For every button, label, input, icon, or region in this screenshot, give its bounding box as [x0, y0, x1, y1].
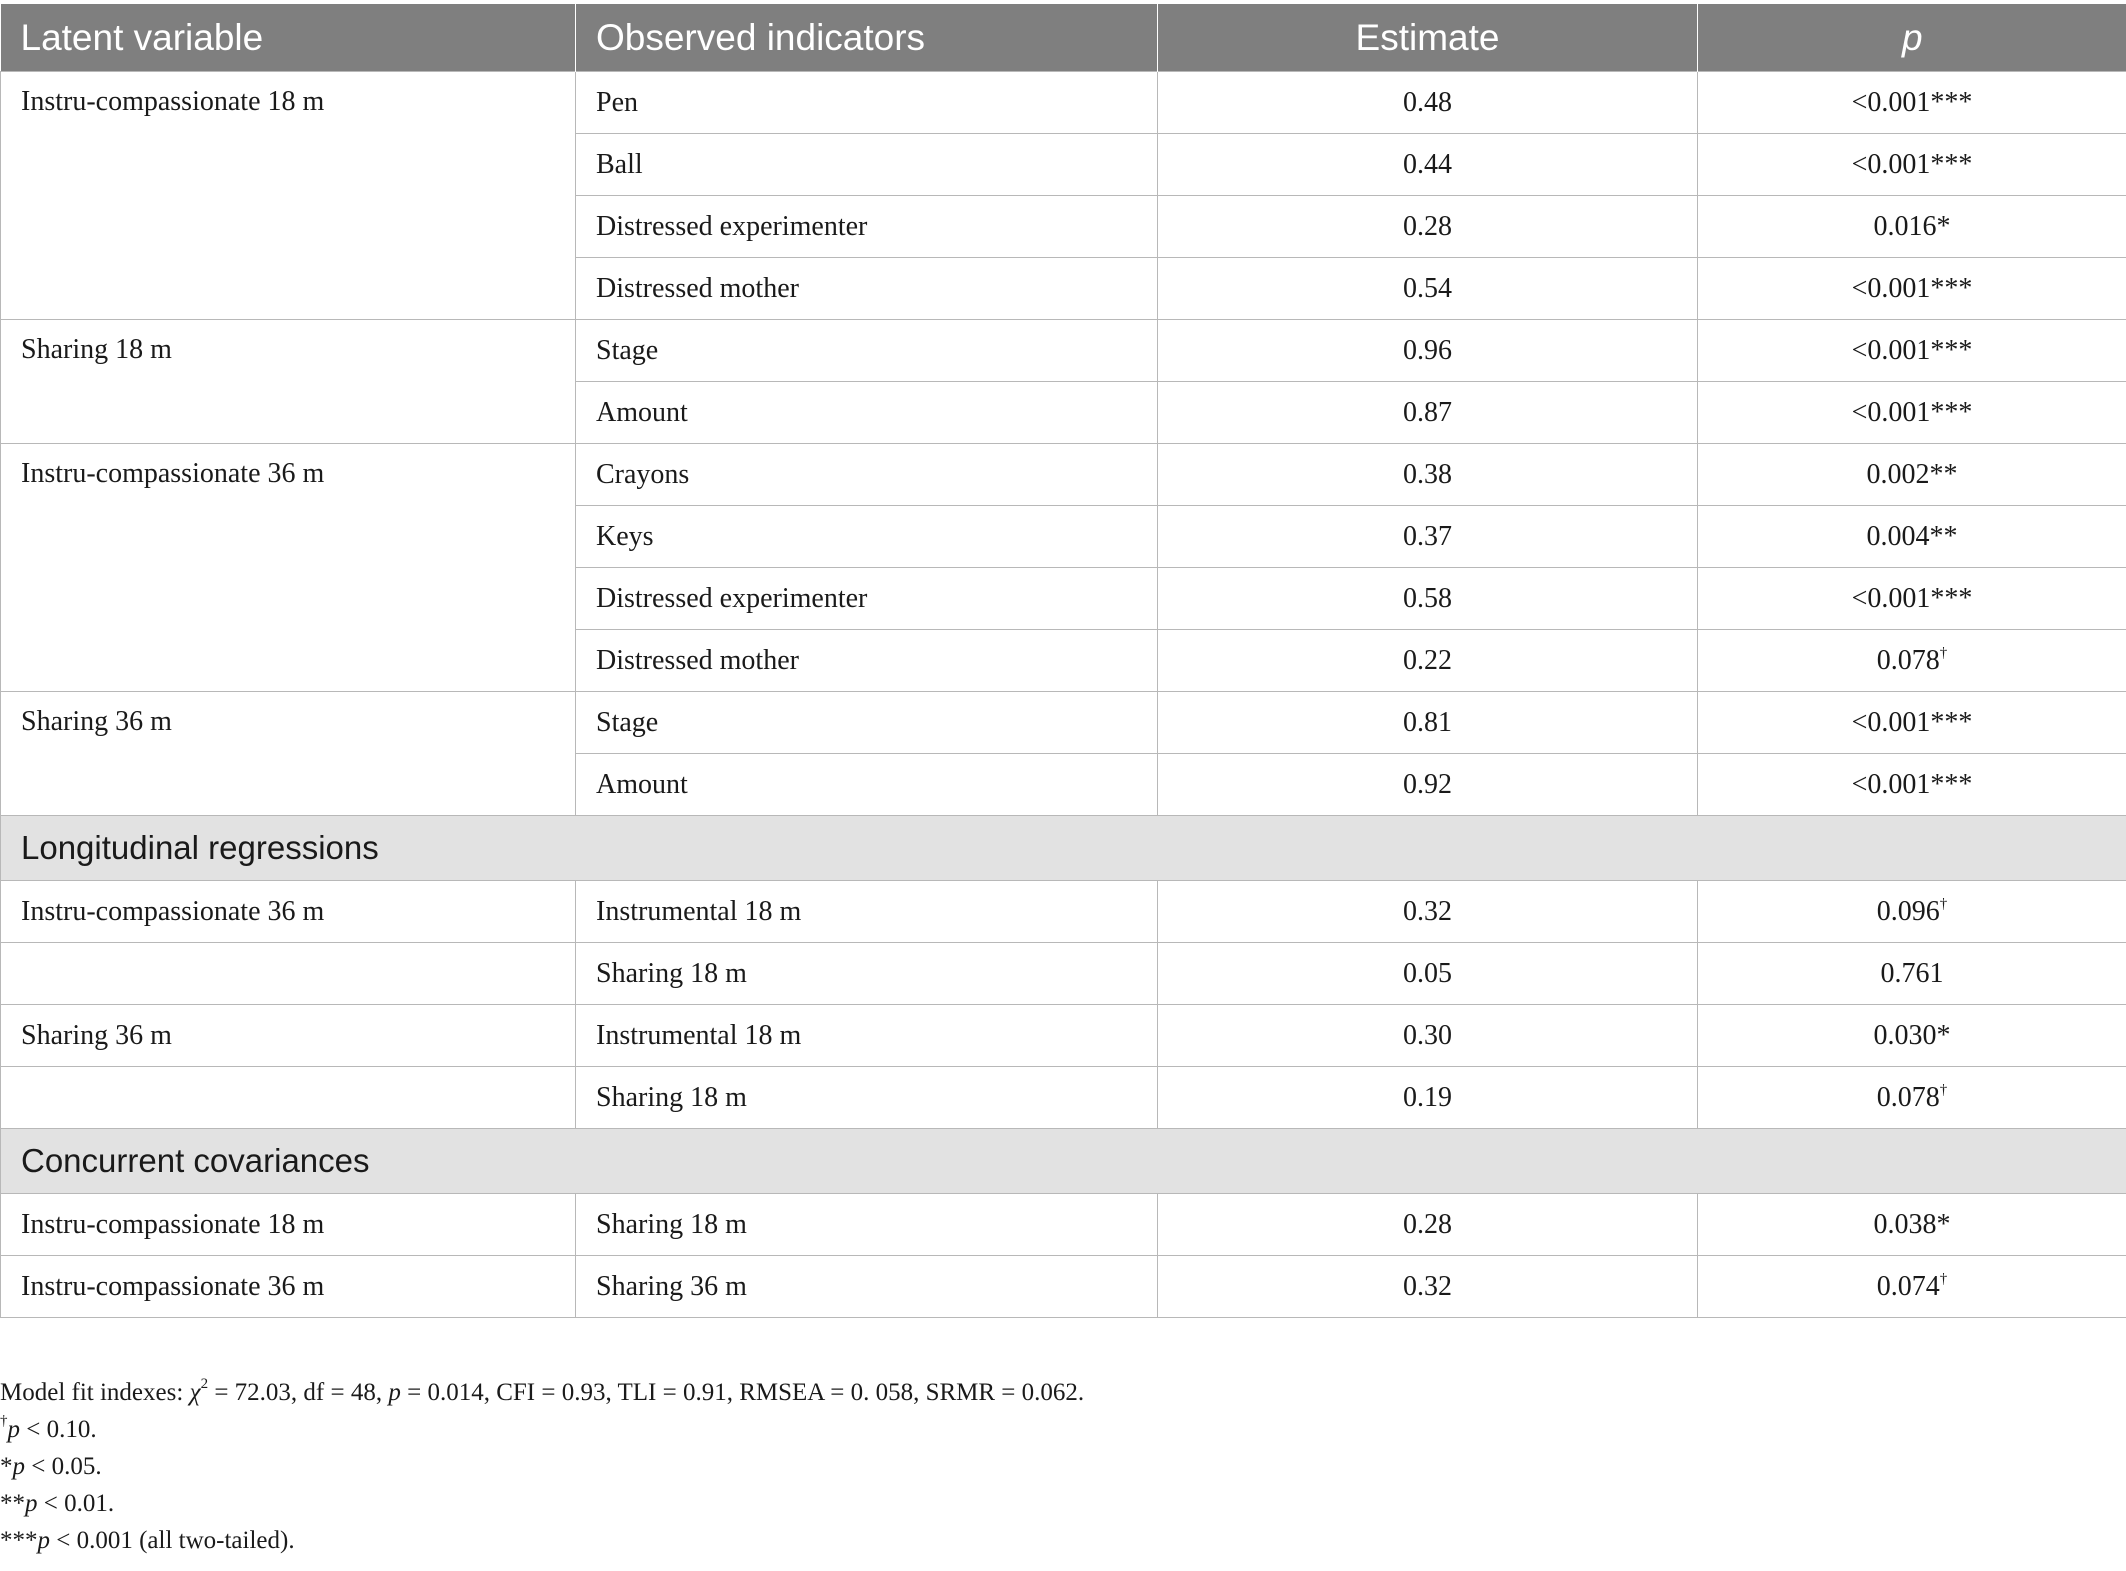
p-value-cell: 0.030* — [1698, 1005, 2126, 1067]
latent-variable-cell: Sharing 18 m — [1, 320, 576, 444]
latent-variable-cell: Sharing 36 m — [1, 692, 576, 816]
p-value-cell: <0.001*** — [1698, 754, 2126, 816]
p-value-cell: <0.001*** — [1698, 568, 2126, 630]
table-row — [1, 320, 2126, 382]
header-observed-indicators: Observed indicators — [576, 4, 1158, 72]
table-row — [1, 1005, 2126, 1067]
estimate-cell: 0.30 — [1158, 1005, 1698, 1067]
table-footnotes — [0, 1374, 1084, 1559]
estimate-cell: 0.92 — [1158, 754, 1698, 816]
estimate-cell: 0.05 — [1158, 943, 1698, 1005]
indicator-cell: Sharing 18 m — [576, 1194, 1158, 1256]
section-row-concurrent — [1, 1129, 2126, 1194]
latent-variable-cell — [1, 943, 576, 1005]
significance-note-single: *p < 0.05. — [0, 1453, 102, 1480]
p-value-cell: 0.761 — [1698, 943, 2126, 1005]
indicator-cell: Sharing 36 m — [576, 1256, 1158, 1318]
model-fit-note: Model fit indexes: $\chi^2 = 72.03$, df = 48, p = 0.014, CFI = 0.93, TLI = 0.91, RMSEA = 0. 058, SRMR = 0.062. — [0, 1376, 1085, 1406]
indicator-cell: Keys — [576, 506, 1158, 568]
table-row — [1, 72, 2126, 134]
indicator-cell: Amount — [576, 754, 1158, 816]
header-p: p — [1698, 4, 2126, 72]
estimate-cell: 0.38 — [1158, 444, 1698, 506]
table-row — [1, 1256, 2126, 1318]
table-row — [1, 692, 2126, 754]
table-header — [1, 4, 2126, 72]
p-value-cell: 0.004** — [1698, 506, 2126, 568]
table-row — [1, 1194, 2126, 1256]
significance-note-triple: ***p < 0.001 (all two-tailed). — [0, 1527, 295, 1554]
estimate-cell: 0.87 — [1158, 382, 1698, 444]
p-value-cell: 0.078† — [1698, 630, 2126, 692]
indicator-cell: Distressed mother — [576, 258, 1158, 320]
section-heading: Longitudinal regressions — [1, 816, 2126, 881]
section-heading: Concurrent covariances — [1, 1129, 2126, 1194]
table-row — [1, 444, 2126, 506]
estimate-cell: 0.96 — [1158, 320, 1698, 382]
table-body — [1, 72, 2126, 1318]
p-value-cell: <0.001*** — [1698, 382, 2126, 444]
indicator-cell: Distressed experimenter — [576, 196, 1158, 258]
indicator-cell: Distressed experimenter — [576, 568, 1158, 630]
indicator-cell: Ball — [576, 134, 1158, 196]
latent-variable-cell: Instru-compassionate 36 m — [1, 881, 576, 943]
p-value-cell: <0.001*** — [1698, 72, 2126, 134]
latent-variable-cell: Instru-compassionate 18 m — [1, 72, 576, 320]
latent-variable-cell: Instru-compassionate 18 m — [1, 1194, 576, 1256]
header-estimate: Estimate — [1158, 4, 1698, 72]
estimate-cell: 0.32 — [1158, 1256, 1698, 1318]
estimate-cell: 0.81 — [1158, 692, 1698, 754]
estimate-cell: 0.37 — [1158, 506, 1698, 568]
estimate-cell: 0.19 — [1158, 1067, 1698, 1129]
indicator-cell: Stage — [576, 692, 1158, 754]
estimate-cell: 0.44 — [1158, 134, 1698, 196]
p-value-cell: 0.078† — [1698, 1067, 2126, 1129]
table-row — [1, 1067, 2126, 1129]
p-value-cell: <0.001*** — [1698, 258, 2126, 320]
significance-note-double: **p < 0.01. — [0, 1490, 115, 1517]
indicator-cell: Stage — [576, 320, 1158, 382]
header-latent-variable: Latent variable — [1, 4, 576, 72]
p-value-cell: <0.001*** — [1698, 320, 2126, 382]
indicator-cell: Amount — [576, 382, 1158, 444]
indicator-cell: Sharing 18 m — [576, 943, 1158, 1005]
latent-variable-cell: Instru-compassionate 36 m — [1, 1256, 576, 1318]
p-value-cell: 0.038* — [1698, 1194, 2126, 1256]
results-table — [0, 4, 2126, 1318]
p-value-cell: <0.001*** — [1698, 134, 2126, 196]
significance-note-dagger: †p < 0.10. — [0, 1413, 97, 1443]
indicator-cell: Pen — [576, 72, 1158, 134]
indicator-cell: Instrumental 18 m — [576, 1005, 1158, 1067]
p-value-cell: 0.016* — [1698, 196, 2126, 258]
p-value-cell: 0.074† — [1698, 1256, 2126, 1318]
p-value-cell: <0.001*** — [1698, 692, 2126, 754]
p-value-cell: 0.002** — [1698, 444, 2126, 506]
latent-variable-cell — [1, 1067, 576, 1129]
estimate-cell: 0.22 — [1158, 630, 1698, 692]
estimate-cell: 0.28 — [1158, 1194, 1698, 1256]
table-row — [1, 881, 2126, 943]
section-row-longitudinal — [1, 816, 2126, 881]
estimate-cell: 0.32 — [1158, 881, 1698, 943]
estimate-cell: 0.28 — [1158, 196, 1698, 258]
indicator-cell: Crayons — [576, 444, 1158, 506]
latent-variable-cell: Instru-compassionate 36 m — [1, 444, 576, 692]
latent-variable-cell: Sharing 36 m — [1, 1005, 576, 1067]
indicator-cell: Distressed mother — [576, 630, 1158, 692]
estimate-cell: 0.58 — [1158, 568, 1698, 630]
indicator-cell: Sharing 18 m — [576, 1067, 1158, 1129]
estimate-cell: 0.54 — [1158, 258, 1698, 320]
table-row — [1, 943, 2126, 1005]
estimate-cell: 0.48 — [1158, 72, 1698, 134]
indicator-cell: Instrumental 18 m — [576, 881, 1158, 943]
p-value-cell: 0.096† — [1698, 881, 2126, 943]
